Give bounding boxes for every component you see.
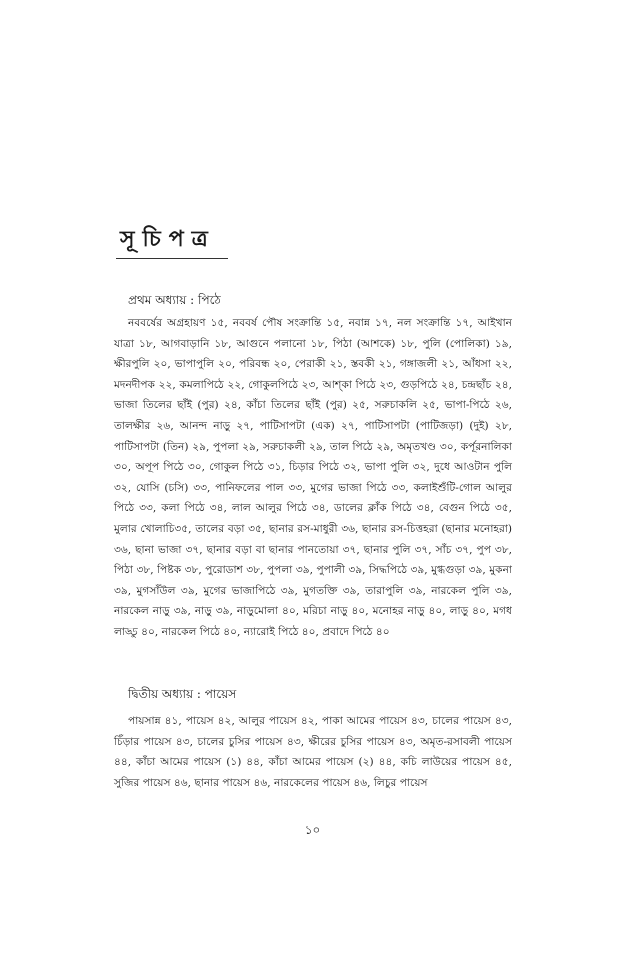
- page-number: ১০: [304, 823, 321, 837]
- section-heading-chapter-1: প্রথম অধ্যায় : পিঠে: [128, 293, 221, 307]
- section-entries-chapter-1: নববর্ষের অগ্রহায়ণ ১৫, নববর্ষ পৌষ সংক্রান্তি ১৫, নবান্ন ১৭, নল সংক্রান্তি ১৭, আইখান যাত্রা ১৮, আগবাড়ানি ১৮, আগুনে পলানো ১৮, পিঠা (আশকে) ১৮, পুলি (পোলিকা) ১৯, ক্ষীরপুলি ২০, ভাপাপুলি ২০, পরিবন্ধ ২০, পেরাকী ২১, স্তবকী ২১, গঙ্গাজলী ২১, আঁধসা ২২, মদনদীপক ২২, কমলাপিঠে ২২, গোকুলপিঠে ২৩, আশ্কা পিঠে ২৩, গুড়পিঠে ২৪, চন্দ্রছাঁচ ২৪, ভাজা তিলের ছাঁই (পুর) ২৪, কাঁচা তিলের ছাঁই (পুর) ২৫, সরুচাকলি ২৫, ভাপা-পিঠে ২৬, তালক্ষীর ২৬, আনন্দ নাড়ু ২৭, পাটিসাপটা (এক) ২৭, পাটিসাপটা (পাটিজড়া) (দুই) ২৮, পাটিসাপটা (তিন) ২৯, পুপলা ২৯, সরুচাকলী ২৯, তাল পিঠে ২৯, অমৃতখণ্ড ৩০, কর্পূরনালিকা ৩০, অপূপ পিঠে ৩০, গোকুল পিঠে ৩১, চিড়ার পিঠে ৩২, ভাপা পুলি ৩২, দুধে আওটান পুলি ৩২, যোসি (চসি) ৩৩, পানিফলের পাল ৩৩, মুগের ভাজা পিঠে ৩৩, কলাইশুঁটি-গোল আলুর পিঠে ৩৩, কলা পিঠে ৩৪, লাল আলুর পিঠে ৩৪, ডালের ক্লাঁক পিঠে ৩৪, বেগুন পিঠে ৩৫, মুলার খোলাচি৩৫, তালের বড়া ৩৫, ছানার রস-মাধুরী ৩৬, ছানার রস-চিত্তহরা (ছানার মনোহরা) ৩৬, ছানা ভাজা ৩৭, ছানার বড়া বা ছানার পানতোয়া ৩৭, ছানার পুলি ৩৭, সাঁচ ৩৭, পুপ ৩৮, পিঠা ৩৮, পিষ্টক ৩৮, পুরোডাশ ৩৮, পুপলা ৩৯, পুপালী ৩৯, সিদ্ধপিঠে ৩৯, মুগ্ধগুড়া ৩৯, মুকনা ৩৯, মুগসাঁউল ৩৯, মুগের ভাজাপিঠে ৩৯, মুগতক্তি ৩৯, তারাপুলি ৩৯, নারকেল পুলি ৩৯, নারকেল নাড়ু ৩৯, নাড়ু ৩৯, নাড়ুমোলা ৪০, মরিচা নাড়ু ৪০, মনোহর নাড়ু ৪০, লাড়ু ৪০, মগধ লাড্ডু ৪০, নারকেল পিঠে ৪০, ন্যারোই পিঠে ৪০, প্রবাদে পিঠে ৪০: [114, 317, 512, 638]
- section-entries-chapter-2: পায়সান্ন ৪১, পায়েস ৪২, আলুর পায়েস ৪২, পাকা আমের পায়েস ৪৩, চালের পায়েস ৪৩, চিঁড়ার পায়েস ৪৩, চালের চুসির পায়েস ৪৩, ক্ষীরের চুসির পায়েস ৪৩, অমৃত-রসাবলী পায়েস ৪৪, কাঁচা আমের পায়েস (১) ৪৪, কাঁচা আমের পায়েস (২) ৪৪, কচি লাউয়ের পায়েস ৪৫, সুজির পায়েস ৪৬, ছানার পায়েস ৪৬, নারকেলের পায়েস ৪৬, লিচুর পায়েস: [114, 715, 512, 789]
- title-underline: [116, 258, 228, 259]
- section-heading-chapter-2: দ্বিতীয় অধ্যায় : পায়েস: [128, 687, 237, 701]
- page-title: সূচিপত্র: [120, 226, 216, 252]
